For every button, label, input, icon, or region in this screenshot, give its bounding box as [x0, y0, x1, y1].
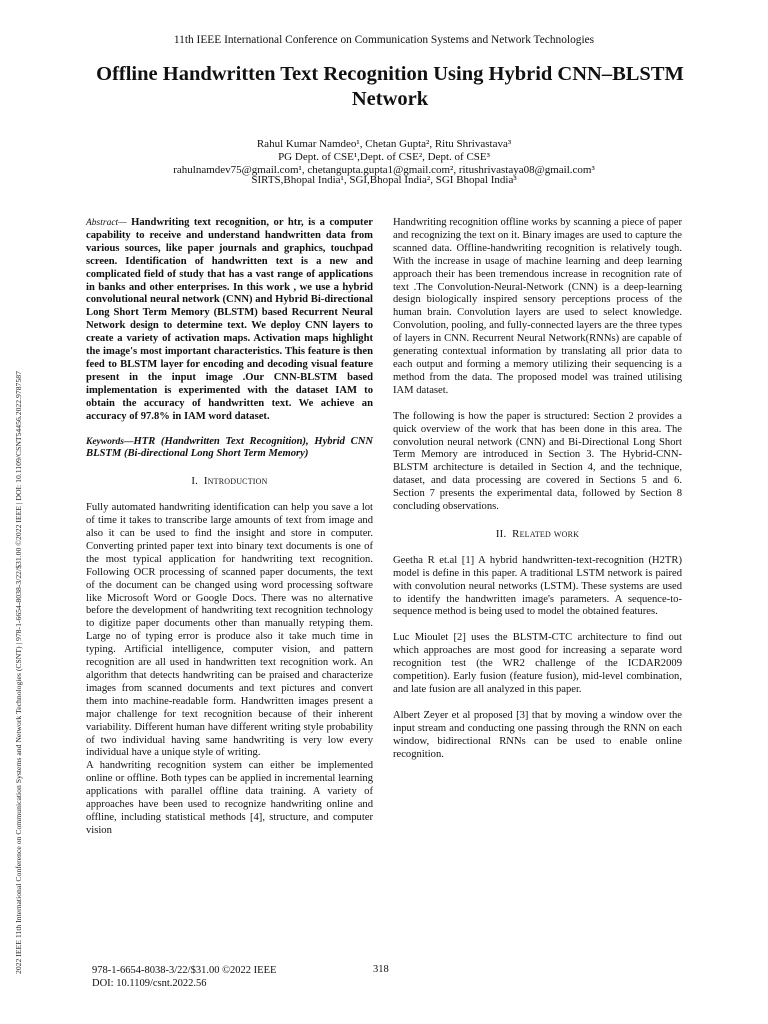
intro-paragraph-4: The following is how the paper is structured: Section 2 provides a quick overview of the work that has been done in this area. The convolution neural network (CNN) and Bi-Directional Long Short Term Memory are introduced in Section 3. The Hybrid-CNN-BLSTM architecture is detailed in Section 4, and the technique, dataset, and data processing are covered in Sections 5 and 6. Section 7 presents the experimental data, followed by Section 8 concluding observations. [393, 410, 682, 513]
section-title: Related work [512, 527, 580, 540]
related-paragraph-1: Geetha R et.al [1] A hybrid handwritten-text-recognition (H2TR) model is define in this paper. A traditional LSTM network is paired with convolution neural networks (LSTM). These systems are used to identify the handwritten image's parameters. A sequence-to-sequence method is being used to model the obtained features. [393, 554, 682, 618]
section-number: II. [495, 527, 507, 540]
intro-paragraph-1: Fully automated handwriting identification can help you save a lot of time it takes to transcribe large amounts of text from image and also it can be used to find the insight and store in computer. Converting printed paper text into binary text documents is one of the most typical application for handwriting text recognition. Following OCR processing of scanned paper documents, the text of the document can be changed using word processing software like Microsoft Word or Google Docs. There was no alternative before the development of handwriting text recognition technology to digitize paper documents other than manually retyping them. Large no of typing error is produce also it take much time in typing. Artificial intelligence, computer vision, and pattern recognition are all used in handwritten text recognition work. An algorithm that detects handwriting can be praised and characterize images from scanned documents and text pictures and convert them into machine-readable form. Handwritten images present a major challenge for text recognition because of their inherent variability. Different human have different writing style probability of two individual having same handwriting is very low every individual have a unique style of writing. [86, 502, 373, 759]
intro-paragraph-3: Handwriting recognition offline works by scanning a piece of paper and recognizing the text on it. Binary images are used to capture the scanned data. Offline-handwriting recognition is relatively tough. With the increase in usage of machine learning and deep learning approach their has been tremendous increase in recognition rate of text .The Convolution-Neural-Network (CNN) is a deep-learning design biologically inspired sensory perceptions process of the human brain. Convolution layers are used to select knowledge. Convolution, pooling, and fully-connected layers are the three types of layers in CNN. Recurrent Neural Network(RNNs) are capable of generating contextual information by translating all prior data to each output and forming a memory utilizing their sequencing is a method from the data. The proposed model was trained utilising IAM dataset. [393, 217, 682, 396]
page-number: 318 [373, 964, 389, 975]
right-column [393, 217, 682, 762]
intro-paragraph-2: A handwriting recognition system can either be implemented online or offline. Both types can be applied in incremental learning applications with parallel offline data training. A variety of approaches have been used to recognize handwriting online and offline, including statistical methods [4], structure, and computer vision [86, 760, 373, 836]
side-copyright-text: 2022 IEEE 11th International Conference on Communication Systems and Network Technologies (CSNT) | 978-1-6654-8038-3/22/$31.00 ©2022 IEEE | DOI: 10.1109/CSNT54456.2022.9787587 [14, 371, 23, 974]
section-heading-introduction [86, 475, 373, 488]
author-affiliations: SIRTS,Bhopal India¹, SGI,Bhopal India², SGI Bhopal India³ [251, 174, 517, 186]
abstract-text: Handwriting text recognition, or htr, is a computer capability to receive and understand handwritten data from various sources, like paper journals and graphics, touchpad screen. Identification of handwritten text is a new and complicated field of study that has a vast range of applications in banks and other enterprises. In this work , we use a hybrid convolutional neural network (CNN) and Hybrid Bi-directional Long Short Term Memory (BLSTM) based Recurrent Neural Network design to determine text. We deploy CNN layers to create a variety of activation maps. Activation maps highlight the image's most important characteristics. This feature is then feed to BLSTM layer for encoding and decoding visual feature present in the input image .Our CNN-BLSTM based implementation is experimented with the dataset IAM to obtain the accuracy of handwritten text. We achieve an accuracy of 97.8% in IAM word dataset. [86, 217, 373, 422]
footer-identifiers [92, 964, 276, 990]
side-copyright-note [13, 104, 25, 984]
abstract-label: Abstract— [86, 218, 127, 228]
section-number: I. [191, 475, 199, 488]
keywords [86, 436, 373, 462]
section-heading-related-work [393, 528, 682, 541]
section-title: Introduction [203, 475, 268, 488]
abstract [86, 217, 373, 424]
author-emails: rahulnamdev75@gmail.com¹, chetangupta.gupta1@gmail.com², ritushrivastaya08@gmail.com³ [173, 164, 595, 176]
left-column [86, 217, 373, 838]
conference-header: 11th IEEE International Conference on Communication Systems and Network Technologies [173, 34, 595, 46]
footer-doi: DOI: 10.1109/csnt.2022.56 [92, 978, 207, 989]
related-paragraph-2: Luc Mioulet [2] uses the BLSTM-CTC architecture to find out which approaches are most good for increasing a separate word recognition test (the WR2 challenge of the ICDAR2009 competition). Early fusion (feature fusion), mid-level combination, and late fusion are all analyzed in this paper. [393, 632, 682, 695]
related-paragraph-3: Albert Zeyer et al proposed [3] that by moving a window over the input stream and conducting one passing through the RNN on each window, bidirectional RNNs can be used to enable online recognition. [393, 709, 682, 760]
author-block [0, 138, 768, 187]
footer-isbn: 978-1-6654-8038-3/22/$31.00 ©2022 IEEE [92, 965, 277, 976]
paper-title: Offline Handwritten Text Recognition Using Hybrid CNN–BLSTM Network [96, 63, 684, 110]
author-names: Rahul Kumar Namdeo¹, Chetan Gupta², Ritu Shrivastava³ [256, 138, 512, 150]
keywords-label: Keywords— [86, 436, 134, 447]
keywords-text: HTR (Handwritten Text Recognition), Hybrid CNN BLSTM (Bi-directional Long Short Term Memory) [86, 435, 373, 460]
author-departments: PG Dept. of CSE¹,Dept. of CSE², Dept. of CSE³ [278, 151, 490, 163]
